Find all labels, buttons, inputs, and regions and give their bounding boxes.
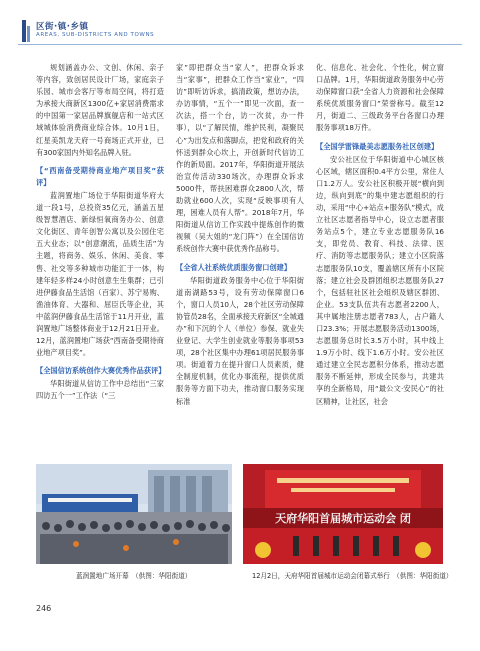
section-heading: 【“西南备受期待商业地产项目奖”获评】 <box>36 165 164 187</box>
section-heading: 【全国学雷锋最美志愿服务社区创建】 <box>316 141 439 151</box>
section-heading: 【全省人社系统优质服务窗口创建】 <box>176 262 292 272</box>
text-column-3 <box>316 62 444 408</box>
paragraph: 家”即把群众当“家人”，把群众诉求当“家事”，把群众工作当“家业”，“四访”即听访诉求，搞清政策，想访办法，办访事情，“五个一”即见一次面，查一次法，搭一个台，访一次贫，办一件事），以“了解民情，维护民利，凝聚民心”为出发点和落脚点，把党和政府的关怀送到群众心坎上，开创新时代信访工作的新局面。2017年，华阳街道开展法治宣传活动330场次，办理群众诉求5000件，帮扶困难群众2800人次，帮助就业600人次，实现“反映事项有人理，困难人员有人帮”。2018年7月，华阳街道从信访工作实践中提炼创作的微视频（吴大姐的“龙门阵”）在全国信访系统创作大赛中获优秀作品称号。 <box>176 63 304 254</box>
plaza-opening-illustration <box>36 464 232 564</box>
section-title: 区街·镇·乡镇 <box>36 22 89 32</box>
paragraph: 安公社区位于华阳街道中心城区核心区域，辖区面积0.4平方公里，常住人口1.2万人。安公社区积极开展“横向到边，纵向到底”的集中建志愿组织的行动，采用“中心+站点+服务队”模式，成立社区志愿者指导中心，设立志愿者服务站点5个，建立专业志愿服务队16支，即党员、教育、科技、法律、医疗、消防等志愿服务队；建立小区院落志愿服务队10支，覆盖辖区所有小区院落；建立社会及群团组织志愿服务队27个，包括驻社区社会组织及辖区群团、企业。53支队伍共有志愿者2200人，其中属地注册志愿者783人，占户籍人口23.3%；开展志愿服务活动1300场，志愿服务总时长3.5万小时，其中线上1.9万小时、线下1.6万小时。安公社区通过建立全民志愿积分体系，推动志愿服务不断延伸，形成全民参与，共建共享的全新格局，用“最公文·安民心”的社区精神，让社区，社会 <box>316 154 444 406</box>
photo-sports-games-closing <box>243 464 443 564</box>
section-subtitle: AREAS, SUB-DISTRICTS AND TOWNS <box>36 32 155 38</box>
paragraph: 规划涵盖办公、文创、休闲、亲子等内容，致创居民设计厂场，家庭亲子乐园、城市会客厅等布局空间，将打造为承接大商新区1300亿+家居消费需求的中国第一家居品牌旗舰店和一站式区域城体验消费商业综合体。10月1日，红星美凯龙天府一号商场正式开业，已有300家国内外知名品牌入驻。 <box>36 63 164 157</box>
banner-text: 天府华阳首届城市运动会 闭 <box>275 512 411 525</box>
text-column-2 <box>176 62 304 408</box>
photo-caption-left: 蓝润置地广场开幕 （供图：华阳街道） <box>76 572 192 580</box>
paragraph: 化、信息化、社会化、个性化，树立窗口品牌。1月，华阳街道政务服务中心劳动保障窗口获“全省人力资源和社会保障系统优质服务窗口”荣誉称号。截至12月，街道二、三级政务平台各窗口办理服务事项18万件。 <box>316 63 444 133</box>
photo-plaza-opening <box>36 464 232 564</box>
photo-caption-right: 12月2日，天府华阳首届城市运动会闭幕式举行 （供图：华阳街道） <box>252 572 453 580</box>
closing-ceremony-illustration <box>243 464 443 564</box>
paragraph: 华阳街道政务服务中心位于华阳街道南湖路53号，设有劳动保障窗口6个，窗口人员10人，28个社区劳动保障协管员28名，全面承接天府新区“全城通办”和下沉的个人（单位）参保、就业失业登记、大学生创业就业等服务事项53项，28个社区集中办理61项居民服务事项。街道着力在提升窗口人员素质，健全制度机制，优化办事流程，提供优质服务等方面下功夫，推动窗口服务实现标准 <box>176 275 304 406</box>
section-heading: 【全国信访系统创作大赛优秀作品获评】 <box>36 366 166 376</box>
header-divider <box>18 44 462 45</box>
section-mark-icon <box>22 20 32 42</box>
paragraph: 蓝润置地广场位于华阳街道华府大道一段1号，总投资35亿元，涵盖五星级智慧酒店、新绿恒氧商务办公、创意文化街区、青年创智公寓以及公园住宅五大业态；以“创意潮流，品质生活”为主题，将商务、娱乐、休闲、美食、零售、社交等多种城市功能汇于一体，构建年轻多样24小时创意生生集群；已引进伊藤食品生活馆（百家）、苏宁易购、渔油体育、大器和、屈臣氏等企业，其中蓝润伊藤食品生活馆于11月开业，蓝润置地广场整体商业于12月21日开业。12月，蓝润置地广场获“西南备受期待商业地产项目奖”。 <box>36 190 164 358</box>
page-header <box>18 18 462 48</box>
page-number: 246 <box>36 604 52 613</box>
text-column-1 <box>36 62 164 403</box>
paragraph: 华阳街道从信访工作中总结出“三家四访五个一”工作法（“三 <box>36 379 164 401</box>
